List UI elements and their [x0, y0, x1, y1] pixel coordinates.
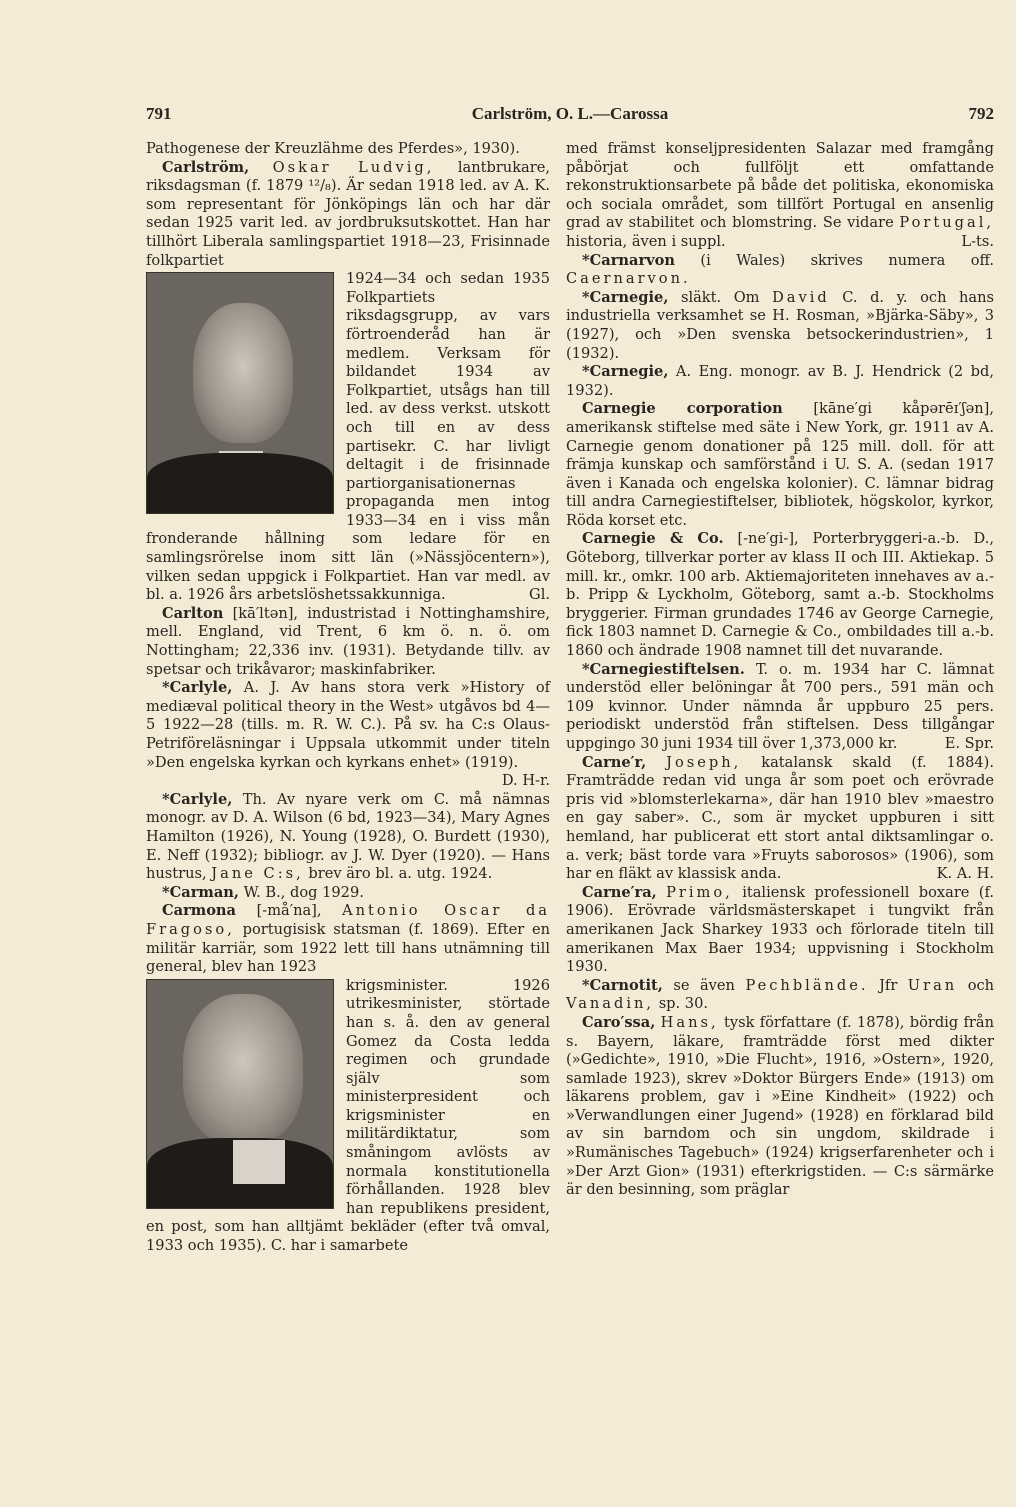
- entry-carnotit: [566, 977, 994, 1014]
- continued-paragraph: [566, 140, 994, 252]
- entry-carlstrom: [146, 159, 550, 271]
- person-name: Oskar Ludvig,: [272, 158, 435, 176]
- author-signature: L-ts.: [961, 232, 994, 250]
- entry-text: katalansk skald (f. 1884). Framträdde redan vid unga år som poet och erövrade pris vid »blomsterlekarna», där han 1910 blev »maestro en gay saber». C., som är mycket uppburen i sitt hemland, har publicerat ett stort antal diktsamlingar o. a. verk; bäst torde vara »Fruyts saborosos» (1906), som har en fläkt av klassisk anda.: [566, 753, 994, 883]
- cross-reference: Portugal,: [899, 214, 995, 232]
- left-column: [146, 140, 550, 1256]
- suit-shape: [147, 453, 333, 513]
- right-column: [566, 140, 994, 1200]
- entry-text: [kāne′gi kåpərēɪ′ʃən], amerikansk stiftelse med säte i New York, gr. 1911 av A. Carnegie genom donationer på 125 mill. doll. för att främja kunskap och samförstånd i U. S. A. (sedan 1917 även i Kanada och engelska kolonier). C. lämnar bidrag till andra Carnegiestiftelser, bibliotek, högskolor, kyrkor, Röda korset etc.: [566, 400, 994, 529]
- entry-text: Jfr: [879, 976, 898, 994]
- entry-headword: Carne′r,: [582, 753, 647, 771]
- entry-headword: Carmona: [162, 902, 237, 920]
- cross-reference: Vanadin,: [566, 995, 655, 1013]
- person-name: Primo,: [666, 883, 733, 901]
- entry-carnegie-a: [566, 363, 994, 400]
- entry-carnegie-family: [566, 289, 994, 363]
- entry-carner: [566, 754, 994, 884]
- entry-text: tysk författare (f. 1878), bördig från s. Bayern, läkare, framträdde först med dikter (»Gedichte», 1910, »Die Flucht», 1916, »Ostern», 1920, samlade 1923), skrev »Doktor Bürgers Ende» (1913) om läkarens problem, gav i »Eine Kindheit» (1922) och »Verwandlungen einer Jugend» (1928) en förklarad bild av sin barndom och sin ungdom, skildrade i »Rumänisches Tagebuch» (1924) krigserfarenheter och i »Der Arzt Gion» (1931) efterkrigstiden. — C:s särmärke är den besinning, som präglar: [566, 1013, 995, 1199]
- entry-carnarvon: [566, 252, 994, 289]
- portrait-photo-carmona: [146, 979, 334, 1209]
- entry-carlyle-aj: [146, 679, 551, 790]
- entry-text: 1924—34 och sedan 1935 Folkpartiets riksdagsgrupp, av vars förtroenderåd han är medlem. Verksam för bildandet 1934 av Folkpartiet, utsågs han till led. av dess verkst. utskott och till en av dess partisekr. C. har livligt deltagit i de frisinnade partiorganisationernas propaganda men intog 1933—34 en i viss mån fronderande hållning som ledare för en samlingsrörelse inom sitt län (»Nässjöcentern»), vilken sedan uppgick i Folkpartiet. Han var medl. av bl. a. 1926 års arbetslöshetssakkunniga.: [146, 270, 550, 604]
- entry-carlstrom-cont: [146, 270, 550, 605]
- entry-text: Th. Av nyare verk om C. må nämnas monogr. av D. A. Wilson (6 bd, 1923—34), Mary Agnes Hamilton (1926), N. Young (1928), O. Burdett (1930), E. Neff (1932); bibliogr. av J. W. Dyer (1920). — Hans hustrus,: [146, 790, 550, 883]
- author-signature: K. A. H.: [936, 865, 994, 883]
- portrait-photo-carlstrom: [146, 272, 334, 514]
- face-shape: [193, 303, 293, 443]
- entry-carnera: [566, 884, 994, 977]
- continued-paragraph: Pathogenese der Kreuzlähme des Pferdes», 1930).: [146, 140, 520, 157]
- entry-text: A. J. Av hans stora verk »History of mediæval political theory in the West» utgåvos bd 4—5 1922—28 (tills. m. R. W. C.). På sv. ha C:s Olaus-Petriföreläsningar i Uppsala utkommit under titeln »Den engelska kyrkan och kyrkans enhet» (1919).: [146, 679, 551, 771]
- cross-reference: Caernarvon.: [566, 270, 691, 288]
- entry-headword: *Carnegie,: [582, 288, 669, 306]
- entry-headword: *Carlyle,: [162, 679, 233, 697]
- entry-headword: *Carlyle,: [162, 790, 233, 808]
- author-signature: E. Spr.: [944, 735, 994, 752]
- face-shape: [183, 994, 303, 1144]
- author-signature: D. H-r.: [501, 772, 550, 790]
- page-number-left: 791: [146, 104, 172, 123]
- entry-headword: *Carnegiestiftelsen.: [582, 660, 745, 678]
- entry-headword: *Carnarvon: [582, 251, 675, 269]
- entry-headword: *Carman,: [162, 883, 239, 901]
- page-header: [146, 104, 994, 128]
- cross-reference: Pechblände.: [745, 976, 869, 994]
- person-name: Joseph,: [666, 753, 742, 771]
- entry-carman: [146, 884, 550, 903]
- entry-headword: *Carnotit,: [582, 976, 663, 994]
- entry-text: W. B., dog 1929.: [243, 883, 364, 901]
- entry-text: [-ne′gi-], Porterbryggeri-a.-b. D., Göteborg, tillverkar porter av klass II och III. Aktiekap. 5 mill. kr., omkr. 100 arb. Aktiemajoriteten innehaves av a.-b. Pripp & Lyckholm, Göteborg, samt a.-b. Stockholms bryggerier. Firman grundades 1746 av George Carnegie, fick 1803 namnet D. Carnegie & Co., ombildades till a.-b. 1860 och ändrade 1908 namnet till det nuvarande.: [566, 530, 994, 660]
- entry-carmona-cont: [146, 977, 550, 1256]
- person-name: Hans,: [660, 1013, 719, 1031]
- cross-reference: Uran: [907, 976, 958, 994]
- page-number-right: 792: [968, 104, 994, 123]
- entry-headword: Carnegie & Co.: [582, 530, 724, 548]
- entry-headword: Caro′ssa,: [582, 1013, 656, 1031]
- entry-text: (i Wales) skrives numera off.: [700, 251, 995, 269]
- entry-text: sp. 30.: [658, 995, 709, 1013]
- entry-text: historia, även i suppl.: [566, 232, 726, 250]
- pronunciation: [-må′na],: [256, 902, 322, 920]
- entry-headword: *Carnegie,: [582, 363, 669, 381]
- entry-text: portugisisk statsman (f. 1869). Efter en militär karriär, som 1922 lett till hans utnämning till general, blev han 1923: [146, 920, 550, 976]
- entry-headword: Carlton: [162, 604, 224, 622]
- entry-text: se även: [673, 976, 735, 994]
- entry-carmona: [146, 902, 550, 976]
- entry-text: T. o. m. 1934 har C. lämnat understöd eller belöningar åt 700 pers., 591 män och 109 kvinnor. Under nämnda år uppburo 25 pers. periodiskt understöd från stiftelsen. Dess tillgångar uppgingo 30 juni 1934 till över 1,373,000 kr.: [566, 660, 995, 752]
- entry-text: med främst konseljpresidenten Salazar med framgång påbörjat och fullföljt ett omfattande rekonstruktionsarbete på både det politiska, ekonomiska och sociala området, som tillfört Portugal en ansenlig grad av stabilitet och blomstring. Se vidare: [566, 140, 994, 232]
- entry-text: krigsminister. 1926 utrikesminister, störtade han s. å. den av general Gomez da Costa ledda regimen och grundade själv som ministerpresident och krigsminister en militärdiktatur, som småningom avlösts av normala konstitutionella förhållanden. 1928 blev han republikens president, en post, som han alltjämt bekläder (efter två omval, 1933 och 1935). C. har i samarbete: [146, 976, 550, 1255]
- entry-text: och: [967, 976, 995, 994]
- entry-text: A. Eng. monogr. av B. J. Hendrick (2 bd, 1932).: [566, 363, 994, 399]
- entry-text: lantbrukare, riksdagsman (f. 1879 ¹²/₈). Är sedan 1918 led. av A. K. som representant för Jönköpings län och har där sedan 1925 varit led. av jordbruksutskottet. Han har tillhört Liberala samlingspartiet 1918—23, Frisinnade folkpartiet: [146, 158, 550, 269]
- entry-carlyle-th: [146, 791, 550, 884]
- entry-headword: Carne′ra,: [582, 883, 657, 901]
- person-name: Jane C:s,: [211, 865, 304, 883]
- entry-carnegie-co: [566, 530, 994, 660]
- entry-text: C. d. y. och hans industriella verksamhet se H. Rosman, »Bjärka-Säby», 3 (1927), och »Den svenska betsockerindustrien», 1 (1932).: [566, 288, 994, 362]
- entry-text: italiensk professionell boxare (f. 1906). Erövrade världsmästerskapet i tungvikt från amerikanen Jack Sharkey 1933 och förlorade titeln till amerikanen Max Baer 1934; uppvisning i Stockholm 1930.: [566, 883, 995, 976]
- entry-text: släkt. Om: [680, 288, 760, 306]
- entry-headword: Carlström,: [162, 158, 250, 176]
- entry-carlton: [146, 605, 550, 679]
- collar-shape: [233, 1140, 285, 1184]
- entry-text: [kā′ltən], industristad i Nottinghamshire, mell. England, vid Trent, 6 km ö. n. ö. om Nottingham; 22,336 inv. (1931). Betydande tillv. av spetsar och trikåvaror; maskinfabriker.: [146, 604, 550, 678]
- entry-carnegiestiftelsen: [566, 661, 994, 754]
- cross-reference: David: [772, 288, 830, 306]
- entry-headword: Carnegie corporation: [582, 400, 783, 418]
- entry-carnegie-corporation: [566, 400, 994, 530]
- entry-carossa: [566, 1014, 994, 1200]
- entry-text: brev äro bl. a. utg. 1924.: [308, 865, 493, 883]
- person-name: Antonio Oscar da Fragoso,: [146, 902, 551, 938]
- running-title: Carlström, O. L.—Carossa: [471, 104, 669, 123]
- author-signature: Gl.: [529, 586, 550, 604]
